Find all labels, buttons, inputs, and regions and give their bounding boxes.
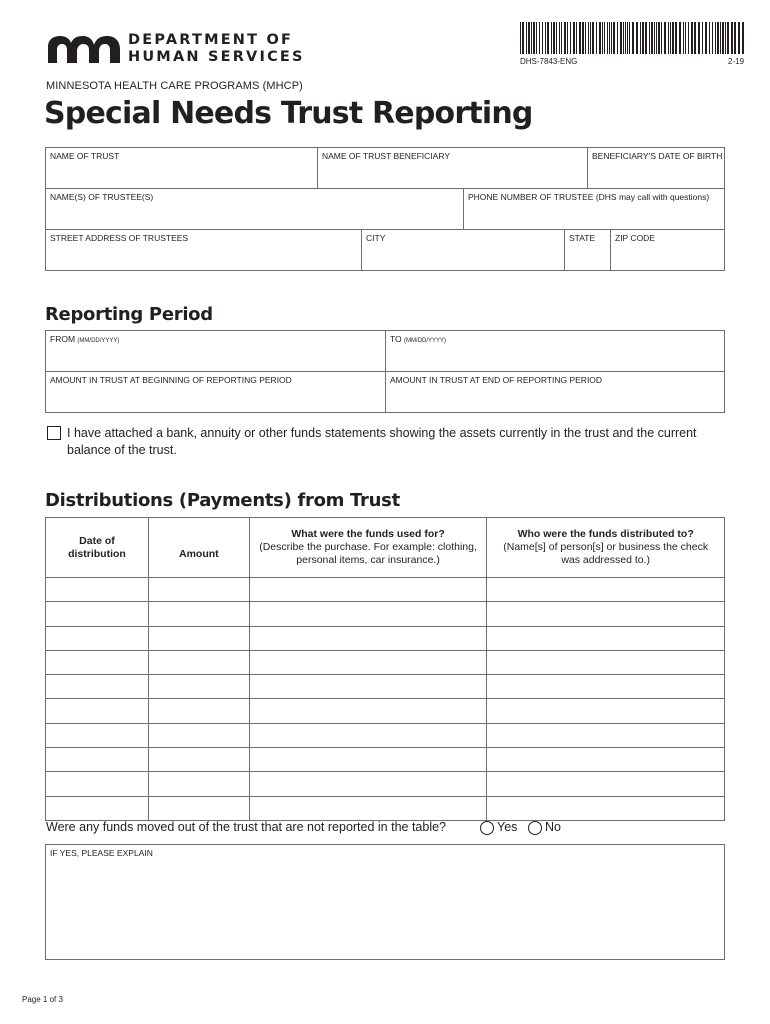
statements-attached-checkbox[interactable] xyxy=(47,426,61,440)
barcode-icon xyxy=(520,22,746,54)
table-row xyxy=(46,675,725,699)
amount-end-field[interactable] xyxy=(385,371,725,413)
col-recipient-line1: Who were the funds distributed to? xyxy=(517,528,694,540)
col-amount-header xyxy=(148,518,249,578)
no-label: No xyxy=(545,820,561,834)
trustee-phone-label: PHONE NUMBER OF TRUSTEE (DHS may call with questions) xyxy=(468,192,710,202)
amount-beginning-label: AMOUNT IN TRUST AT BEGINNING OF REPORTING PERIOD xyxy=(50,375,292,385)
trustee-phone-field[interactable] xyxy=(463,188,725,230)
table-row xyxy=(46,650,725,674)
city-field[interactable] xyxy=(361,229,565,271)
date-cell[interactable] xyxy=(46,772,149,796)
date-cell[interactable] xyxy=(46,626,149,650)
explanation-field[interactable] xyxy=(45,844,725,960)
amount-cell[interactable] xyxy=(148,626,249,650)
no-radio[interactable] xyxy=(528,821,542,835)
table-row xyxy=(46,602,725,626)
date-cell[interactable] xyxy=(46,578,149,602)
from-date-label: FROM xyxy=(50,334,76,344)
to-date-label-group xyxy=(390,334,446,344)
beneficiary-dob-label: BENEFICIARY’S DATE OF BIRTH xyxy=(592,151,723,161)
amount-end-label: AMOUNT IN TRUST AT END OF REPORTING PERIOD xyxy=(390,375,603,385)
street-address-field[interactable] xyxy=(45,229,362,271)
date-cell[interactable] xyxy=(46,675,149,699)
to-date-format: (MM/DD/YYYY) xyxy=(404,338,447,344)
amount-cell[interactable] xyxy=(148,578,249,602)
recipient-cell[interactable] xyxy=(487,723,725,747)
unreported-funds-question: Were any funds moved out of the trust that are not reported in the table? xyxy=(46,820,447,834)
table-row xyxy=(46,748,725,772)
col-date-header xyxy=(46,518,149,578)
purpose-cell[interactable] xyxy=(249,723,487,747)
program-name: MINNESOTA HEALTH CARE PROGRAMS (MHCP) xyxy=(46,80,303,92)
recipient-cell[interactable] xyxy=(487,796,725,820)
distributions-table xyxy=(45,517,725,821)
zip-field[interactable] xyxy=(610,229,725,271)
to-date-label: TO xyxy=(390,334,402,344)
col-purpose-line2: (Describe the purchase. For example: clothing, xyxy=(259,541,477,553)
recipient-cell[interactable] xyxy=(487,626,725,650)
col-recipient-line2: (Name[s] of person[s] or business the check xyxy=(503,541,709,553)
col-purpose-header xyxy=(249,518,487,578)
purpose-cell[interactable] xyxy=(249,699,487,723)
recipient-cell[interactable] xyxy=(487,748,725,772)
recipient-cell[interactable] xyxy=(487,699,725,723)
beneficiary-name-field[interactable] xyxy=(317,147,588,189)
col-date-line1: Date of xyxy=(79,534,115,547)
col-purpose-line3: personal items, car insurance.) xyxy=(296,554,440,566)
purpose-cell[interactable] xyxy=(249,578,487,602)
mn-logo-icon xyxy=(44,33,124,65)
form-revision: 2-19 xyxy=(728,57,745,66)
department-name-line1: DEPARTMENT OF xyxy=(128,32,294,48)
statements-attached-text xyxy=(67,425,737,459)
to-date-field[interactable] xyxy=(385,330,725,372)
street-address-label: STREET ADDRESS OF TRUSTEES xyxy=(50,233,189,243)
purpose-cell[interactable] xyxy=(249,796,487,820)
distributions-header-row xyxy=(46,518,725,578)
attest-line1: I have attached a bank, annuity or other funds statements showing the assets currently in the trust and the current xyxy=(67,426,697,440)
amount-beginning-field[interactable] xyxy=(45,371,386,413)
trustees-label: NAME(S) OF TRUSTEE(S) xyxy=(50,192,154,202)
table-row xyxy=(46,578,725,602)
col-recipient-header xyxy=(487,518,725,578)
amount-cell[interactable] xyxy=(148,748,249,772)
table-row xyxy=(46,796,725,820)
date-cell[interactable] xyxy=(46,748,149,772)
form-id: DHS-7843-ENG xyxy=(520,57,578,66)
yes-radio[interactable] xyxy=(480,821,494,835)
purpose-cell[interactable] xyxy=(249,602,487,626)
date-cell[interactable] xyxy=(46,796,149,820)
table-row xyxy=(46,626,725,650)
purpose-cell[interactable] xyxy=(249,772,487,796)
from-date-format: (MM/DD/YYYY) xyxy=(77,338,120,344)
trustees-field[interactable] xyxy=(45,188,464,230)
amount-cell[interactable] xyxy=(148,796,249,820)
amount-cell[interactable] xyxy=(148,699,249,723)
date-cell[interactable] xyxy=(46,723,149,747)
city-label: CITY xyxy=(366,233,386,243)
table-row xyxy=(46,699,725,723)
name-of-trust-field[interactable] xyxy=(45,147,318,189)
purpose-cell[interactable] xyxy=(249,675,487,699)
date-cell[interactable] xyxy=(46,699,149,723)
amount-cell[interactable] xyxy=(148,772,249,796)
recipient-cell[interactable] xyxy=(487,650,725,674)
table-row xyxy=(46,723,725,747)
recipient-cell[interactable] xyxy=(487,675,725,699)
distributions-heading: Distributions (Payments) from Trust xyxy=(45,490,400,511)
date-cell[interactable] xyxy=(46,602,149,626)
col-amount-line1: Amount xyxy=(179,548,219,560)
from-date-label-group xyxy=(50,334,119,344)
state-field[interactable] xyxy=(564,229,611,271)
amount-cell[interactable] xyxy=(148,602,249,626)
amount-cell[interactable] xyxy=(148,650,249,674)
recipient-cell[interactable] xyxy=(487,602,725,626)
col-date-line2: distribution xyxy=(68,547,126,560)
col-purpose-line1: What were the funds used for? xyxy=(291,528,445,540)
amount-cell[interactable] xyxy=(148,675,249,699)
amount-cell[interactable] xyxy=(148,723,249,747)
page-title: Special Needs Trust Reporting xyxy=(44,96,533,131)
attest-line2: balance of the trust. xyxy=(67,443,177,457)
from-date-field[interactable] xyxy=(45,330,386,372)
recipient-cell[interactable] xyxy=(487,578,725,602)
beneficiary-dob-field[interactable] xyxy=(587,147,725,189)
purpose-cell[interactable] xyxy=(249,650,487,674)
beneficiary-name-label: NAME OF TRUST BENEFICIARY xyxy=(322,151,450,161)
purpose-cell[interactable] xyxy=(249,626,487,650)
explanation-label: IF YES, PLEASE EXPLAIN xyxy=(50,848,153,858)
col-recipient-line3: was addressed to.) xyxy=(561,554,651,566)
department-name-line2: HUMAN SERVICES xyxy=(128,49,305,65)
purpose-cell[interactable] xyxy=(249,748,487,772)
recipient-cell[interactable] xyxy=(487,772,725,796)
name-of-trust-label: NAME OF TRUST xyxy=(50,151,120,161)
date-cell[interactable] xyxy=(46,650,149,674)
table-row xyxy=(46,772,725,796)
reporting-period-heading: Reporting Period xyxy=(45,304,213,325)
yes-label: Yes xyxy=(497,820,518,834)
zip-label: ZIP CODE xyxy=(615,233,655,243)
state-label: STATE xyxy=(569,233,596,243)
page-number: Page 1 of 3 xyxy=(22,995,63,1004)
